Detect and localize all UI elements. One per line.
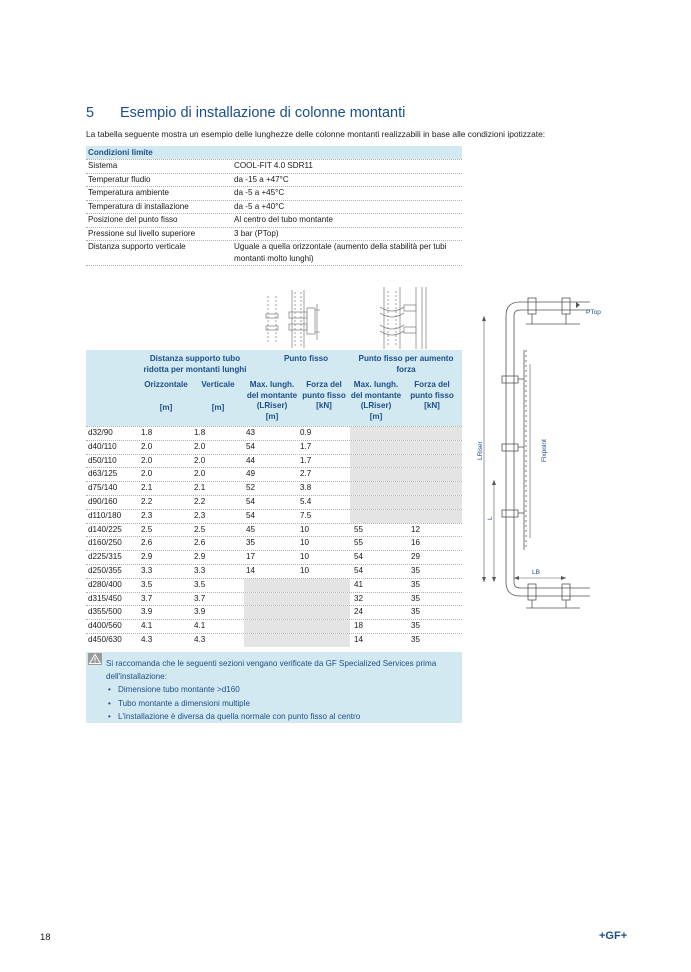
condition-row xyxy=(86,159,462,173)
force-cell: 10 xyxy=(300,538,310,548)
horizontal-cell: 2.9 xyxy=(141,552,153,562)
condition-row xyxy=(86,186,462,200)
conditions-table xyxy=(86,146,462,266)
dimension-cell: d400/560 xyxy=(88,621,122,631)
table-row xyxy=(86,481,462,495)
table-row xyxy=(86,509,462,523)
empty-cell-shade xyxy=(244,634,350,647)
dimension-cell: d32/90 xyxy=(88,428,113,437)
l-label: L xyxy=(487,516,494,520)
vertical-cell: 2.6 xyxy=(194,538,206,548)
horizontal-cell: 2.0 xyxy=(141,455,153,465)
vertical-cell: 4.1 xyxy=(194,621,206,631)
force-2-cell: 12 xyxy=(411,524,421,534)
condition-value: Al centro del tubo montante xyxy=(234,215,333,224)
horizontal-cell: 2.0 xyxy=(141,441,153,451)
force-2-cell: 29 xyxy=(411,552,421,562)
pipe-clamp-illustration xyxy=(262,290,326,348)
dimension-cell: d140/225 xyxy=(88,524,122,534)
unit-horizontal: [m] xyxy=(159,403,173,412)
condition-row xyxy=(86,200,462,214)
unit-force-2: [kN] xyxy=(424,401,440,410)
force-2-cell: 35 xyxy=(411,621,421,631)
force-cell: 10 xyxy=(300,552,310,562)
ptop-label: PTop xyxy=(586,309,601,316)
max-length-2-cell: 24 xyxy=(354,607,364,617)
table-row xyxy=(86,633,462,647)
warning-note xyxy=(86,652,462,723)
max-length-2-cell: 32 xyxy=(354,593,364,603)
note-lead: Si raccomanda che le seguenti sezioni vengano verificate da GF Specialized Services prima dell'installazione: xyxy=(106,659,437,682)
riser-header-2: (LRiser) xyxy=(360,401,392,410)
vertical-header: Verticale xyxy=(201,380,235,389)
table-row xyxy=(86,536,462,550)
condition-value: 3 bar (PTop) xyxy=(234,228,279,238)
table-row xyxy=(86,440,462,454)
lb-label: LB xyxy=(532,569,540,576)
force-2-cell: 35 xyxy=(411,634,421,644)
max-length-cell: 17 xyxy=(246,552,256,562)
force-2-cell: 35 xyxy=(411,565,421,575)
riser-diagram xyxy=(470,290,610,610)
force-cell: 1.7 xyxy=(300,441,312,451)
fixpoint-force-group-header: Punto fisso per aumento forza xyxy=(358,354,454,374)
vertical-cell: 2.3 xyxy=(194,510,206,520)
dimension-cell: d75/140 xyxy=(88,483,118,493)
empty-cell-shade xyxy=(244,593,350,606)
conditions-end-rule xyxy=(86,265,462,266)
horizontal-header: Orizzontale xyxy=(144,380,188,389)
dimension-cell: d280/400 xyxy=(88,579,122,589)
vertical-cell: 3.7 xyxy=(194,593,206,603)
table-row xyxy=(86,605,462,619)
force-cell: 1.7 xyxy=(300,455,312,465)
force-cell: 2.7 xyxy=(300,469,312,479)
horizontal-cell: 2.5 xyxy=(141,524,153,534)
page-number: 18 xyxy=(40,932,51,943)
condition-key: Temperatura di installazione xyxy=(88,201,189,211)
horizontal-cell: 2.6 xyxy=(141,538,153,548)
condition-key: Temperatur fludio xyxy=(88,174,151,184)
max-length-cell: 45 xyxy=(246,524,256,534)
condition-key: Sistema xyxy=(88,161,118,170)
horizontal-cell: 3.9 xyxy=(141,607,153,617)
max-length-cell: 54 xyxy=(246,510,256,520)
empty-cell-shade xyxy=(244,579,350,592)
max-length-2-cell: 55 xyxy=(354,524,364,534)
vertical-cell: 3.9 xyxy=(194,607,206,617)
condition-value: da -15 a +47°C xyxy=(234,174,289,184)
force-cell: 7.5 xyxy=(300,510,312,520)
condition-value: da -5 a +45°C xyxy=(234,188,285,197)
max-length-2-cell: 54 xyxy=(354,552,364,562)
force-2-cell: 35 xyxy=(411,593,421,603)
table-row xyxy=(86,467,462,481)
condition-value: da -5 a +40°C xyxy=(234,201,285,211)
section-heading xyxy=(86,105,405,121)
max-length-2-cell: 14 xyxy=(354,634,364,644)
vertical-cell: 3.5 xyxy=(194,579,206,589)
dimension-cell: d63/125 xyxy=(88,469,118,479)
table-row xyxy=(86,523,462,537)
horizontal-cell: 3.7 xyxy=(141,593,153,603)
table-row xyxy=(86,619,462,633)
dimension-cell: d90/160 xyxy=(88,496,118,506)
horizontal-cell: 3.5 xyxy=(141,579,153,589)
dimension-cell: d50/110 xyxy=(88,455,117,465)
note-item: • Dimensione tubo montante >d160 xyxy=(118,683,456,696)
vertical-cell: 2.9 xyxy=(194,552,206,562)
table-row xyxy=(86,578,462,592)
vertical-cell: 2.0 xyxy=(194,455,206,465)
dimension-cell: d160/250 xyxy=(88,538,122,548)
vertical-cell: 2.0 xyxy=(194,441,206,451)
fixpoint-label: Fixpoint xyxy=(541,439,548,462)
dimension-cell: d250/355 xyxy=(88,565,122,575)
fixpoint-group-header: Punto fisso xyxy=(283,354,329,363)
force-2-cell: 35 xyxy=(411,607,421,617)
unit-max-length: [m] xyxy=(265,412,279,421)
max-length-cell: 54 xyxy=(246,496,256,506)
horizontal-cell: 1.8 xyxy=(141,428,153,437)
note-item: • Tubo montante a dimensioni multiple xyxy=(118,697,456,710)
gf-logo: +GF+ xyxy=(599,930,628,942)
empty-cell-shade xyxy=(350,427,462,440)
force-2-cell: 16 xyxy=(411,538,421,548)
note-list xyxy=(106,683,456,723)
dimension-cell: d225/315 xyxy=(88,552,122,562)
max-length-2-cell: 18 xyxy=(354,621,364,631)
condition-row xyxy=(86,227,462,241)
force-cell: 0.9 xyxy=(300,428,312,437)
dimension-cell: d355/500 xyxy=(88,607,122,617)
condition-key: Distanza supporto verticale xyxy=(88,242,186,251)
table-row xyxy=(86,454,462,468)
max-length-cell: 43 xyxy=(246,428,256,437)
condition-row xyxy=(86,213,462,227)
vertical-cell: 2.1 xyxy=(194,483,206,493)
condition-key: Posizione del punto fisso xyxy=(88,215,178,224)
riser-header: (LRiser) xyxy=(256,401,288,410)
dimension-cell: d40/110 xyxy=(88,441,117,451)
vertical-cell: 1.8 xyxy=(194,428,206,437)
force-2-cell: 35 xyxy=(411,579,421,589)
dimension-cell: d315/450 xyxy=(88,593,122,603)
lriser-label: LRiser xyxy=(477,441,484,460)
max-length-2-cell: 54 xyxy=(354,565,364,575)
conditions-title: Condizioni limite xyxy=(86,146,462,159)
warning-icon xyxy=(88,653,102,665)
force-cell: 10 xyxy=(300,524,310,534)
fixpoint-clamp-illustration xyxy=(370,287,436,349)
dimension-cell: d450/630 xyxy=(88,634,122,644)
horizontal-cell: 4.3 xyxy=(141,634,153,644)
horizontal-cell: 2.1 xyxy=(141,483,153,493)
table-row xyxy=(86,592,462,606)
unit-max-length-2: [m] xyxy=(369,412,383,421)
condition-row xyxy=(86,240,462,265)
condition-row xyxy=(86,173,462,187)
max-length-cell: 14 xyxy=(246,565,256,575)
condition-value: Uguale a quella orizzontale (aumento della stabilità per tubi montanti molto lunghi) xyxy=(234,242,447,263)
empty-cell-shade xyxy=(244,620,350,633)
riser-length-table xyxy=(86,350,462,647)
empty-cell-shade xyxy=(244,606,350,619)
empty-cell-shade xyxy=(350,482,462,495)
max-length-cell: 35 xyxy=(246,538,256,548)
empty-cell-shade xyxy=(350,496,462,509)
condition-value: COOL-FIT 4.0 SDR11 xyxy=(234,161,313,170)
table-header xyxy=(86,350,462,426)
table-row xyxy=(86,564,462,578)
support-group-header: Distanza supporto tubo ridotta per montanti lunghi xyxy=(143,354,247,374)
vertical-cell: 3.3 xyxy=(194,565,206,575)
force-cell: 5.4 xyxy=(300,496,312,506)
max-length-cell: 49 xyxy=(246,469,256,479)
max-length-cell: 52 xyxy=(246,483,256,493)
max-length-header-2: Max. lungh. del montante xyxy=(350,380,402,400)
section-number: 5 xyxy=(86,105,95,121)
table-row xyxy=(86,550,462,564)
max-length-2-cell: 41 xyxy=(354,579,364,589)
force-header: Forza del punto fisso xyxy=(302,380,346,400)
force-header-2: Forza del punto fisso xyxy=(410,380,454,400)
condition-key: Pressione sul livello superiore xyxy=(88,228,196,238)
condition-key: Temperatura ambiente xyxy=(88,188,169,197)
table-row xyxy=(86,426,462,440)
dimension-cell: d110/180 xyxy=(88,510,122,520)
max-length-cell: 54 xyxy=(246,441,256,451)
force-cell: 10 xyxy=(300,565,310,575)
horizontal-cell: 2.3 xyxy=(141,510,153,520)
max-length-header: Max. lungh. del montante xyxy=(246,380,298,400)
empty-cell-shade xyxy=(350,468,462,481)
intro-text: La tabella seguente mostra un esempio delle lunghezze delle colonne montanti realizzabili in base alle condizioni ipotizzate: xyxy=(86,129,546,139)
force-cell: 3.8 xyxy=(300,483,312,493)
note-item: • L'installazione è diversa da quella normale con punto fisso al centro xyxy=(118,710,456,723)
empty-cell-shade xyxy=(350,455,462,468)
horizontal-cell: 2.2 xyxy=(141,496,153,506)
vertical-cell: 4.3 xyxy=(194,634,206,644)
max-length-cell: 44 xyxy=(246,455,256,465)
section-title: Esempio di installazione di colonne montanti xyxy=(120,105,406,121)
vertical-cell: 2.5 xyxy=(194,524,206,534)
horizontal-cell: 2.0 xyxy=(141,469,153,479)
unit-vertical: [m] xyxy=(211,403,225,412)
horizontal-cell: 4.1 xyxy=(141,621,153,631)
table-body xyxy=(86,426,462,647)
vertical-cell: 2.2 xyxy=(194,496,206,506)
table-row xyxy=(86,495,462,509)
unit-force: [kN] xyxy=(316,401,332,410)
vertical-cell: 2.0 xyxy=(194,469,206,479)
empty-cell-shade xyxy=(350,441,462,454)
horizontal-cell: 3.3 xyxy=(141,565,153,575)
max-length-2-cell: 55 xyxy=(354,538,364,548)
empty-cell-shade xyxy=(350,510,462,523)
